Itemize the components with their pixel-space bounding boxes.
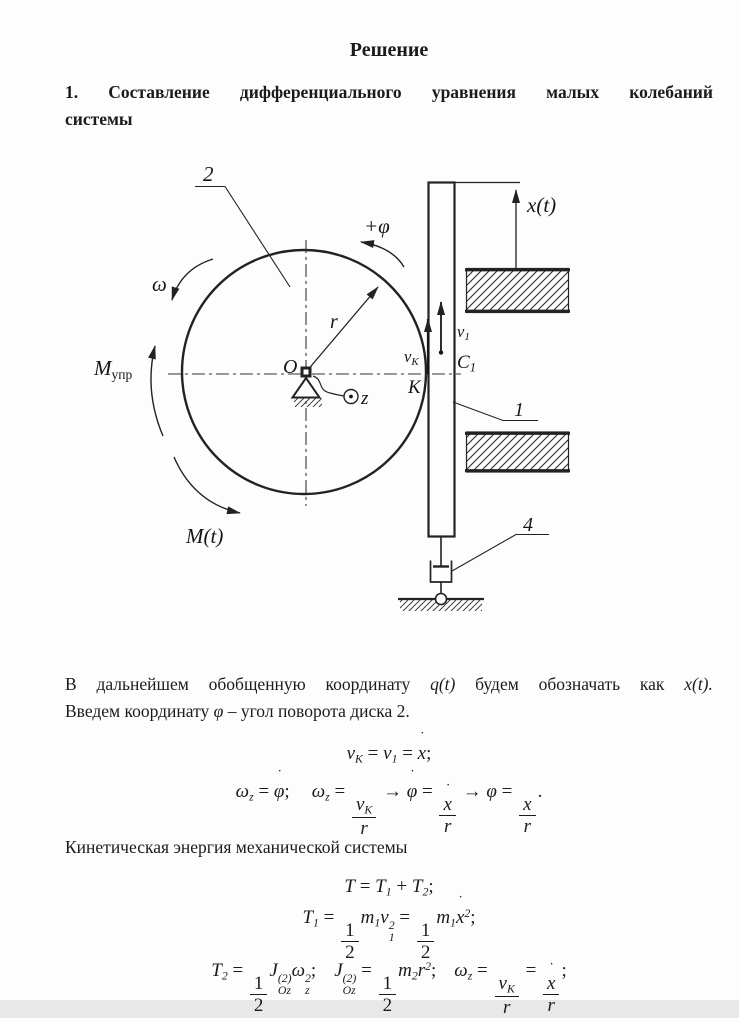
c1-point-dot [439,350,443,354]
rod-callout-label: 1 [514,399,524,421]
omega-arrow-arc [172,259,213,300]
phi-arrow-arc [361,242,404,267]
z-axis-label: z [361,388,369,409]
c1-center-label: C1 [457,352,476,375]
upper-guide-block [465,269,570,313]
roller-circle [436,594,447,605]
solution-title: Решение [349,39,429,61]
elastic-moment-arrow-arc [151,346,163,436]
rod-body [429,183,455,537]
center-o-label: O [283,356,298,378]
torque-arrow-arc [174,457,240,513]
displacement-label: x(t) [527,193,557,217]
lower-guide-block [465,432,570,472]
z-leader-squiggle [313,376,344,396]
equation-t2: $T_2$ = $\frac{1}{2}$ J (2) Oz ω 2 z ; J (2) Oz = $\frac{1}{2}$ $m_2r^2$; $\omega_z$ = $\frac{v_K}{r}$ = x ˙ r ; [211,960,567,1018]
equation-velocities: $v_K = v_1 = x$ ˙ ; [346,729,432,766]
torque-label: M(t) [186,524,224,548]
damper-callout-label: 4 [523,514,533,536]
damper-assembly [431,537,452,594]
phi-direction-label: +φ [364,214,390,238]
equation-angular-velocity: $\omega_z = \varphi$ ˙ ; $\omega_z$ = $\frac{v_K}{r}$ → φ ˙ = x ˙ r → φ = $\frac{x}{r}$ . [235,767,543,840]
pivot-ground-hatch [294,399,322,408]
paragraph-kinetic-energy: Кинетическая энергия механической системы [65,837,408,857]
vk-velocity-label: vK [404,347,419,368]
disk-leader-line [195,187,290,288]
omega-label: ω [152,272,167,296]
mechanism-figure [55,150,640,635]
elastic-moment-label: Mупр [94,356,133,382]
radius-arrow [306,287,378,372]
section-heading: 1. Составление дифференциального уравнения малых колебаний системы [65,82,713,129]
damper-leader-line [452,535,549,572]
z-axis-dot [349,395,353,399]
rod-leader-line [453,402,538,421]
equation-total-energy: $T = T_1 + T_2$; [344,876,434,899]
equation-t1: $T_1$ = $\frac{1}{2}$ $m_1v$ 2 1 = $\frac{1}{2}$ $m_1x$ ˙ $^2$; [302,893,476,964]
radius-label: r [330,311,338,333]
disk-callout-label: 2 [203,162,214,186]
paragraph-generalized-coordinate: В дальнейшем обобщенную координату q(t) будем обозначать как x(t). Введем координату φ – угол поворота диска 2. [65,674,713,721]
contact-point-k-label: K [408,377,421,398]
v1-velocity-label: v1 [457,322,470,343]
